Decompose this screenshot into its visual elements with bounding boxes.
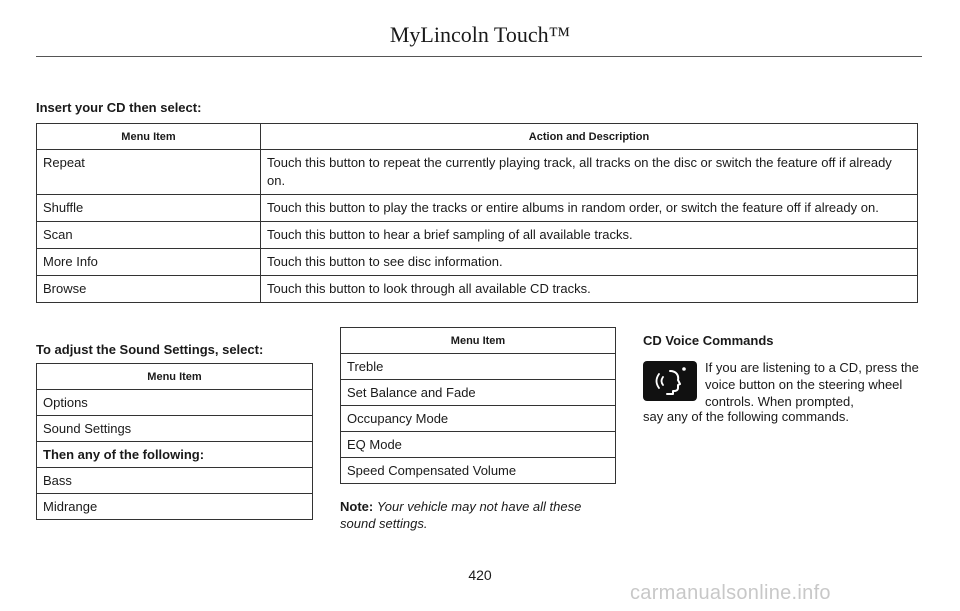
note-text: Your vehicle may not have all these sound settings.: [340, 499, 582, 531]
description-cell: Touch this button to play the tracks or entire albums in random order, or switch the feature off if already on.: [261, 195, 918, 222]
table-row: [37, 222, 918, 249]
description-cell: Touch this button to repeat the currently playing track, all tracks on the disc or switch the feature off if already on.: [261, 150, 918, 195]
table-row: [37, 195, 918, 222]
sound-section-heading: To adjust the Sound Settings, select:: [36, 342, 264, 357]
description-cell: Touch this button to look through all available CD tracks.: [261, 276, 918, 303]
table-header-row: [37, 364, 313, 390]
menu-item-cell: Treble: [341, 354, 616, 380]
table-header-row: [341, 328, 616, 354]
table-row: [341, 432, 616, 458]
table-row: [341, 354, 616, 380]
table-row: [37, 276, 918, 303]
voice-commands-heading: CD Voice Commands: [643, 333, 774, 348]
page-title: MyLincoln Touch™: [389, 22, 571, 47]
table-row: [37, 150, 918, 195]
description-cell: Touch this button to see disc information.: [261, 249, 918, 276]
voice-command-icon: [643, 361, 697, 401]
menu-item-cell: Set Balance and Fade: [341, 380, 616, 406]
menu-item-cell: Occupancy Mode: [341, 406, 616, 432]
sound-settings-continued-table: [340, 327, 616, 484]
menu-item-cell: Scan: [37, 222, 261, 249]
voice-instructions-continued: say any of the following commands.: [643, 409, 849, 424]
menu-item-cell: Repeat: [37, 150, 261, 195]
column-header-action: Action and Description: [261, 124, 918, 150]
cd-section-heading: Insert your CD then select:: [36, 100, 202, 115]
column-header-menu-item: Menu Item: [37, 124, 261, 150]
table-header-row: [37, 124, 918, 150]
description-cell: Touch this button to hear a brief sampling of all available tracks.: [261, 222, 918, 249]
table-row: [341, 380, 616, 406]
menu-item-cell: Shuffle: [37, 195, 261, 222]
menu-item-cell: Speed Compensated Volume: [341, 458, 616, 484]
cd-menu-table: [36, 123, 918, 303]
table-row: [37, 249, 918, 276]
menu-item-cell: Sound Settings: [37, 416, 313, 442]
menu-item-cell: Options: [37, 390, 313, 416]
watermark: carmanualsonline.info: [630, 582, 831, 604]
table-row: [341, 458, 616, 484]
sound-settings-table: [36, 363, 313, 520]
column-header-menu-item: Menu Item: [341, 328, 616, 354]
menu-item-cell: More Info: [37, 249, 261, 276]
table-row: [37, 494, 313, 520]
menu-item-cell: Bass: [37, 468, 313, 494]
page-number: 420: [468, 567, 492, 583]
note-label: Note:: [340, 499, 374, 514]
menu-item-cell: Midrange: [37, 494, 313, 520]
table-row: [37, 442, 313, 468]
menu-item-cell: Browse: [37, 276, 261, 303]
note-paragraph: [340, 498, 620, 532]
menu-item-cell: Then any of the following:: [37, 442, 313, 468]
table-row: [37, 468, 313, 494]
column-header-menu-item: Menu Item: [37, 364, 313, 390]
menu-item-cell: EQ Mode: [341, 432, 616, 458]
table-row: [37, 416, 313, 442]
table-row: [37, 390, 313, 416]
voice-instructions-text: If you are listening to a CD, press the voice button on the steering wheel controls. When prompted,: [705, 360, 919, 409]
header-divider: [36, 56, 922, 57]
table-row: [341, 406, 616, 432]
